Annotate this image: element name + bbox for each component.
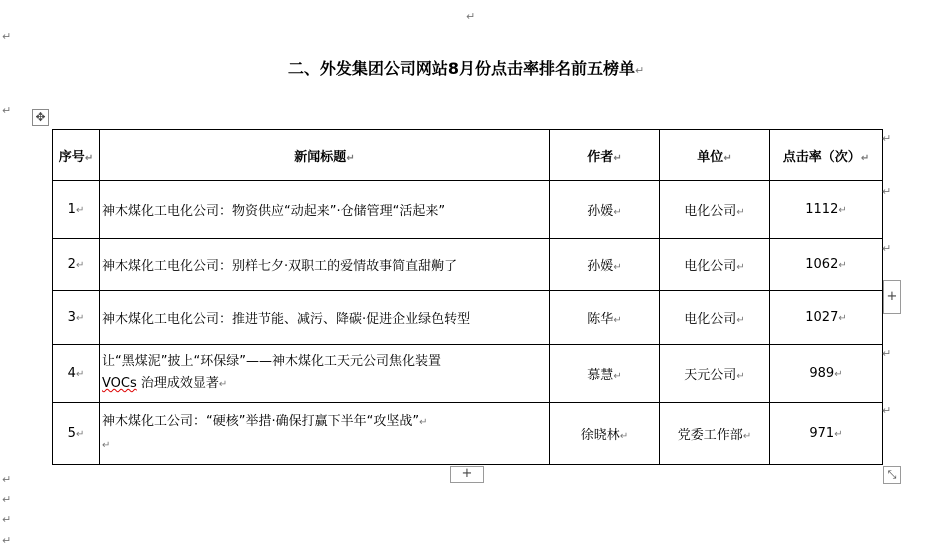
table-resize-icon[interactable]: ⤡ [883,466,901,484]
table-move-icon[interactable]: ✥ [32,109,49,126]
table-row [53,403,883,465]
cell-news-title[interactable]: 神木煤化工电化公司：别样七夕·双职工的爱情故事简直甜齁了 [100,239,550,291]
cell-clicks[interactable]: 989↵ [770,345,883,403]
cell-clicks[interactable]: 1112↵ [770,181,883,239]
cell-index[interactable]: 2↵ [53,239,100,291]
cell-author[interactable]: 陈华↵ [550,291,660,345]
cell-index[interactable]: 4↵ [53,345,100,403]
header-index[interactable]: 序号↵ [53,130,100,181]
document-title [0,56,932,79]
header-author[interactable]: 作者↵ [550,130,660,181]
cell-clicks[interactable]: 1062↵ [770,239,883,291]
table-row [53,239,883,291]
cell-unit[interactable]: 电化公司↵ [660,239,770,291]
paragraph-mark: ↵ [2,493,12,506]
cell-clicks[interactable]: 1027↵ [770,291,883,345]
cell-author[interactable]: 孙媛↵ [550,239,660,291]
cell-unit[interactable]: 天元公司↵ [660,345,770,403]
table-header-row [53,130,883,181]
cell-index[interactable]: 3↵ [53,291,100,345]
cell-unit[interactable]: 电化公司↵ [660,181,770,239]
row-end-mark: ↵ [882,347,892,360]
cell-news-title[interactable]: 神木煤化工电化公司：推进节能、减污、降碳·促进企业绿色转型 [100,291,550,345]
cell-unit[interactable]: 电化公司↵ [660,291,770,345]
cell-author[interactable]: 徐晓林↵ [550,403,660,465]
table-row [53,181,883,239]
paragraph-mark: ↵ [2,473,12,486]
table-row [53,291,883,345]
paragraph-mark: ↵ [2,30,12,43]
paragraph-mark: ↵ [634,64,645,77]
header-clicks[interactable]: 点击率（次）↵ [770,130,883,181]
row-end-mark: ↵ [882,185,892,198]
cell-news-title[interactable]: 让“黑煤泥”披上“环保绿”——神木煤化工天元公司焦化装置 VOCs 治理成效显著↵ [100,345,550,403]
paragraph-mark: ↵ [2,534,12,547]
cell-news-title[interactable]: 神木煤化工电化公司：物资供应“动起来”·仓储管理“活起来” [100,181,550,239]
paragraph-mark: ↵ [466,10,476,23]
paragraph-mark: ↵ [2,104,12,117]
cell-index[interactable]: 5↵ [53,403,100,465]
cell-news-title[interactable]: 神木煤化工公司：“硬核”举措·确保打赢下半年“攻坚战”↵ ↵ [100,403,550,465]
add-row-button[interactable]: + [450,466,484,483]
ranking-table [52,129,883,465]
table-row [53,345,883,403]
header-news-title[interactable]: 新闻标题↵ [100,130,550,181]
row-end-mark: ↵ [882,404,892,417]
cell-index[interactable]: 1↵ [53,181,100,239]
document-title-text: 二、外发集团公司网站8月份点击率排名前五榜单 [287,59,635,78]
row-end-mark: ↵ [882,132,892,145]
row-end-mark: ↵ [882,242,892,255]
header-unit[interactable]: 单位↵ [660,130,770,181]
cell-clicks[interactable]: 971↵ [770,403,883,465]
cell-unit[interactable]: 党委工作部↵ [660,403,770,465]
cell-author[interactable]: 孙媛↵ [550,181,660,239]
paragraph-mark: ↵ [2,513,12,526]
add-column-button[interactable]: + [883,280,901,314]
cell-author[interactable]: 慕慧↵ [550,345,660,403]
